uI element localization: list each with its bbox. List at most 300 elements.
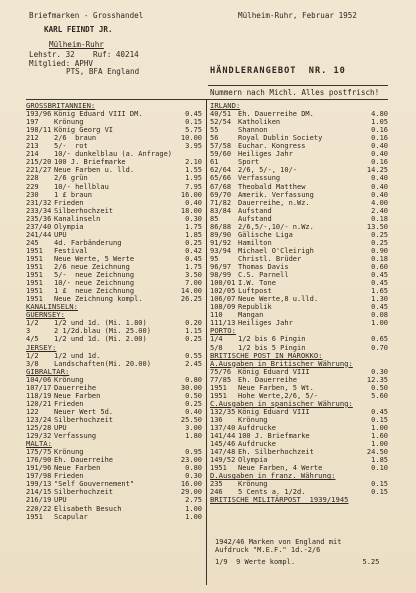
place-date: Mülheim-Ruhr, Februar 1952 [238,11,357,20]
price: 1.55 [185,166,202,175]
price: 3.95 [185,142,202,151]
price: 0.16 [371,126,388,135]
offer-title: HÄNDLERANGEBOT NR. 10 [210,66,346,76]
price: 0.40 [371,142,388,151]
price: 0.45 [371,279,388,288]
price: 1.00 [371,319,388,328]
catalog-number: 91/92 [210,238,232,247]
price: 23.00 [180,456,202,465]
price-row [26,464,202,472]
catalog-number: 1951 [26,279,43,288]
owner-name: KARL FEINDT JR. [44,25,113,34]
price-row [210,432,388,440]
catalog-number: 228 [26,174,39,183]
price: 0.65 [371,335,388,344]
price: 0.25 [185,399,202,408]
section-heading: D.Ausgaben in franz. Währung: [210,471,336,481]
stamp-description: Theobald Matthew [238,182,306,191]
price: 1.75 [185,222,202,231]
price-row [210,279,388,287]
price: 29.00 [180,488,202,497]
company-name: Briefmarken - Grosshandel [29,11,144,20]
price: 3.50 [185,271,202,280]
price-row [210,142,388,150]
price-row [210,440,388,448]
stamp-description: Krönung [54,118,84,127]
stamp-description: Royal Dublin Society [238,134,323,143]
catalog-number: 52/54 [210,118,232,127]
catalog-number: 147/48 [210,448,236,457]
catalog-number: 220/22 [26,504,52,513]
stamp-description: Neue Farben [54,464,101,473]
stamp-description: Olympia [238,456,268,465]
section-heading: PORTO: [210,326,236,336]
price-row [26,271,202,279]
catalog-number: 197/98 [26,472,52,481]
catalog-number: 100/01 [210,279,236,288]
section-heading: GROSSBRITANNIEN: [26,101,96,110]
catalog-number: 1951 [26,287,43,296]
stamp-description: 2/6 neue Zeichnung [54,263,130,271]
catalog-number: 71/82 [210,198,232,207]
stamp-description: Krönung [54,375,84,384]
price: 0.10 [371,464,388,473]
catalog-number: 235 [210,480,223,489]
section-heading: GUERNSEY: [26,310,65,320]
price: 24.50 [366,448,388,457]
stamp-description: Neue Farben, 4 Werte [238,464,323,473]
price-row [26,239,202,247]
price-row [210,408,388,416]
price: 16.00 [180,190,202,199]
catalog-number: 237/40 [26,222,52,231]
section-heading: GIBRALTAR: [26,366,70,376]
stamp-description: Aufdrucke [238,440,276,449]
stamp-description: Republik [238,303,272,312]
catalog-number: 1951 [26,246,43,255]
catalog-number: 137/40 [210,424,236,432]
military-note-3: 1/9 9 Werte kompl. 5.25 [215,558,380,566]
price: 0.42 [185,246,202,255]
price: 0.25 [185,238,202,247]
price: 7.00 [185,279,202,288]
price: 2.45 [185,359,202,368]
price-row [210,376,388,384]
price: 14.00 [180,287,202,296]
stamp-description: UPU [54,496,67,505]
price: 0.25 [185,335,202,344]
catalog-number: 193/96 [26,110,52,119]
catalog-number: 61 [210,158,219,167]
price: 0.45 [371,271,388,280]
stamp-description: 4d. Farbänderung [54,238,122,247]
stamp-description: Eh. Dauerreihe [238,375,298,384]
price-row [210,271,388,279]
price: 0.15 [371,480,388,489]
price-row [26,110,202,118]
price: 0.25 [371,238,388,247]
stamp-description: 5 Cents a. 1/2d. [238,488,306,497]
price-row [26,480,202,488]
price: 1.95 [185,174,202,183]
stamp-description: Hohe Werte,2/6, 5/- [238,391,319,400]
price-row [26,424,202,432]
stamp-description: 2/6,5/-,10/- n.Wz. [238,222,314,231]
catalog-number: 1/2 [26,351,39,360]
stamp-description: Hamilton [238,238,272,247]
stamp-description: Amerik. Verfassung [238,190,314,199]
price-row [26,513,202,521]
city: Mülheim-Ruhr [49,40,104,49]
catalog-number: 59/60 [210,150,232,159]
catalog-number: 86/88 [210,222,232,231]
price: 1.05 [371,118,388,127]
catalog-number: 213 [26,142,39,151]
price-row [26,408,202,416]
price-row [210,448,388,456]
section-heading: C.Ausgaben in spanischer Währung: [210,398,353,408]
price-row [210,174,388,182]
stamp-description: UPU [54,424,67,432]
price: 1.00 [185,512,202,521]
catalog-number: 4/5 [26,335,39,344]
catalog-number: 3 [26,327,31,336]
price: 0.15 [371,488,388,497]
catalog-number: 1951 [210,391,227,400]
price-row [210,311,388,319]
price-row [210,239,388,247]
price: 0.45 [185,110,202,119]
price-row [26,191,202,199]
price: 1.65 [371,287,388,296]
price-row [210,295,388,303]
price-row [210,480,388,488]
price: 18.00 [180,206,202,215]
stamp-description: Aufstand [238,206,272,215]
stamp-description: Neue Farben, 5 Wt. [238,383,314,392]
price: 0.15 [371,415,388,424]
stamp-description: Elisabeth Besuch [54,504,122,513]
price-row [210,134,388,142]
price: 1.30 [371,295,388,304]
stamp-description: Neue Farben u. lld. [54,166,135,175]
price: 3.00 [185,424,202,432]
section-heading: KANALINSELN: [26,302,78,312]
stamp-description: Aufstand [238,214,272,223]
price-row [26,400,202,408]
price: 0.30 [371,367,388,376]
stamp-description: 1/2 bis 6 Pingin [238,335,306,344]
price: 2.75 [185,496,202,505]
catalog-number: 145/46 [210,440,236,449]
price: 1.15 [185,327,202,336]
price: 0.80 [185,464,202,473]
catalog-number: 1951 [26,254,43,263]
price-row [210,158,388,166]
catalog-number: 1951 [210,464,227,473]
price-row [26,448,202,456]
catalog-number: 120/21 [26,399,52,408]
stamp-description: 2/6, 5/-, 10/- [238,166,298,175]
price: 0.40 [185,198,202,207]
catalog-number: 75/76 [210,367,232,376]
stamp-description: Eh. Silberhochzeit [238,448,314,457]
price: 1.80 [185,432,202,441]
price-row [210,368,388,376]
contact: Lehstr. 32 Ruf: 40214 [29,50,139,59]
catalog-number: 5/8 [210,343,223,352]
price: 0.16 [371,134,388,143]
stamp-description: Christl. Brüder [238,254,302,263]
section-heading: MALTA: [26,439,52,449]
price-row [210,303,388,311]
stamp-description: Olympia [54,222,84,231]
price-row [26,376,202,384]
price: 0.95 [185,448,202,457]
price-row [210,263,388,271]
catalog-number: 122 [26,407,39,416]
price-row [210,126,388,134]
stamp-description: Krönung [238,480,268,489]
stamp-description: 1 £ neue Zeichnung [54,287,135,296]
price: 1.75 [185,263,202,271]
catalog-number: 197 [26,118,39,127]
catalog-number: 231/32 [26,198,52,207]
catalog-number: 98/99 [210,271,232,280]
stamp-description: Thomas Davis [238,263,289,271]
stamp-description: Eh. Dauerreihe DM. [238,110,314,119]
price: 12.35 [366,375,388,384]
price-row [26,118,202,126]
price: 5.75 [185,126,202,135]
stamp-description: König Eduard VIII [238,407,310,416]
price-row [210,207,388,215]
stamp-description: 1/2 und 1d. (Mi. 1.80) [54,319,147,328]
price-row [26,150,202,158]
price: 13.50 [366,222,388,231]
price-row [26,352,202,360]
price: 0.15 [185,118,202,127]
price-row [26,416,202,424]
price-row [26,134,202,142]
price-row [26,231,202,239]
stamp-description: Neue Farben [54,391,101,400]
price-row [26,319,202,327]
stamp-description: 100 J. Briefmarke [238,432,310,441]
stamp-description: Katholiken [238,118,281,127]
catalog-number: 215/20 [26,158,52,167]
catalog-number: 198/11 [26,126,52,135]
table-top-rule [26,99,388,100]
price-row [210,110,388,118]
membership-1: Mitglied: APHV [29,59,94,68]
catalog-number: 136 [210,415,223,424]
catalog-number: 245 [26,238,39,247]
price-row [26,287,202,295]
price-row [210,191,388,199]
catalog-number: 175/75 [26,448,52,457]
price-row [26,472,202,480]
catalog-number: 96/97 [210,263,232,271]
catalog-number: 230 [26,190,39,199]
catalog-number: 1951 [26,295,43,304]
price: 0.20 [185,319,202,328]
stamp-description: Kanalinseln [54,214,101,223]
catalog-number: 191/96 [26,464,52,473]
catalog-number: 221/27 [26,166,52,175]
price-row [210,223,388,231]
stamp-description: Krönung [54,448,84,457]
price-row [26,488,202,496]
stamp-description: Mangan [238,311,264,320]
stamp-description: Landschaften(Mi. 20.00) [54,359,151,368]
price-row [26,142,202,150]
stamp-description: Neuer Wert 5d. [54,407,114,416]
price-row [26,126,202,134]
price-row [210,199,388,207]
price-row [210,384,388,392]
section-heading: BRITISCHE POST IN MAROKKO: [210,350,323,360]
stamp-description: Euchar. Kongress [238,142,306,151]
section-heading: BRITISCHE MILITÄRPOST 1939/1945 [210,495,349,505]
catalog-number: 246 [210,488,223,497]
price-row [210,255,388,263]
catalog-number: 69/70 [210,190,232,199]
stamp-description: Krönung [238,415,268,424]
catalog-number: 56 [210,134,219,143]
price: 0.40 [371,150,388,159]
price-row [210,166,388,174]
stamp-description: Luftpost [238,287,272,296]
price: 0.80 [185,375,202,384]
price: 0.55 [185,351,202,360]
price: 0.45 [185,254,202,263]
stamp-description: Verfassung [54,432,97,441]
price-row [26,247,202,255]
catalog-number: 214/15 [26,488,52,497]
price-row [26,279,202,287]
price: 25.50 [180,415,202,424]
catalog-number: 65/66 [210,174,232,183]
stamp-description: 10/- hellblau [54,182,109,191]
price: 5.60 [371,391,388,400]
price: 0.30 [185,472,202,481]
price: 1.00 [371,440,388,449]
catalog-number: 1951 [26,512,43,521]
stamp-description: Neue Werte,8 u.lld. [238,295,319,304]
stamp-description: Shannon [238,126,268,135]
price: 0.90 [371,246,388,255]
price-row [26,199,202,207]
price-row [26,158,202,166]
catalog-number: 123/24 [26,415,52,424]
catalog-number: 106/07 [210,295,236,304]
stamp-description: Neue Werte, 5 Werte [54,254,135,263]
stamp-description: 1/2 und 1d. [54,351,101,360]
catalog-number: 102/05 [210,287,236,296]
price-row [26,496,202,504]
price: 0.40 [371,182,388,191]
catalog-number: 55 [210,126,219,135]
price-row [26,392,202,400]
price: 14.25 [366,166,388,175]
stamp-description: Eh. Dauerreihe [54,456,114,465]
stamp-description: 1 £ braun [54,190,92,199]
price: 2.40 [371,206,388,215]
price: 16.00 [180,480,202,489]
stamp-description: Silberhochzeit [54,415,114,424]
price-row [210,416,388,424]
stamp-description: 2/6 grün [54,174,88,183]
price-row [26,456,202,464]
catalog-number: 110 [210,311,223,320]
stamp-description: Gälische Liga [238,230,293,239]
catalog-number: 212 [26,134,39,143]
stamp-description: Verfassung [238,174,281,183]
price: 0.18 [371,214,388,223]
price: 0.70 [371,343,388,352]
catalog-number: 199/13 [26,480,52,489]
stamp-description: Neue Zeichnung kompl. [54,295,143,304]
catalog-number: 1951 [26,263,43,271]
stamp-description: Sport [238,158,260,167]
price: 0.50 [371,383,388,392]
catalog-number: 176/90 [26,456,52,465]
price: 4.80 [371,110,388,119]
catalog-number: 3/8 [26,359,39,368]
stamp-description: Heiliges Jahr [238,150,293,159]
stamp-description: 1/2 bis 5 Pingin [238,343,306,352]
price-row [26,174,202,182]
stamp-description: C.S. Parnell [238,271,289,280]
catalog-number: 1/2 [26,319,39,328]
price: 1.00 [185,504,202,513]
stamp-description: 1/2 und 1d. (Mi. 2.00) [54,335,147,344]
price: 0.40 [371,190,388,199]
price: 0.16 [371,158,388,167]
stamp-description: 5/- rot [54,142,88,151]
price-row [26,183,202,191]
stamp-description: 2 1/2d.blau (Mi. 25.00) [54,327,151,336]
catalog-number: 1/4 [210,335,223,344]
price: 0.45 [371,303,388,312]
price: 0.40 [371,174,388,183]
price: 0.30 [185,214,202,223]
stamp-description: 10/- dunkelblau (a. Anfrage) [54,150,173,159]
price: 1.85 [371,456,388,465]
catalog-number: 104/06 [26,375,52,384]
price-row [26,432,202,440]
stamp-description: Frieden [54,472,84,481]
catalog-number: 89/90 [210,230,232,239]
catalog-number: 107/17 [26,383,52,392]
offer-note: Nummern nach Michl. Alles postfrisch! [210,88,380,97]
catalog-number: 216/19 [26,496,52,505]
price-row [26,166,202,174]
stamp-description: "Self Gouvernement" [54,480,135,489]
price-row [210,287,388,295]
catalog-number: 214 [26,150,39,159]
catalog-number: 83/84 [210,206,232,215]
title-underline [208,85,388,86]
stamp-description: I.W. Tone [238,279,276,288]
stamp-description: UPU [54,230,67,239]
price-row [210,456,388,464]
price-row [26,384,202,392]
column-divider [206,100,207,585]
price: 0.18 [371,254,388,263]
stamp-description: 10/- neue Zeichnung [54,279,135,288]
